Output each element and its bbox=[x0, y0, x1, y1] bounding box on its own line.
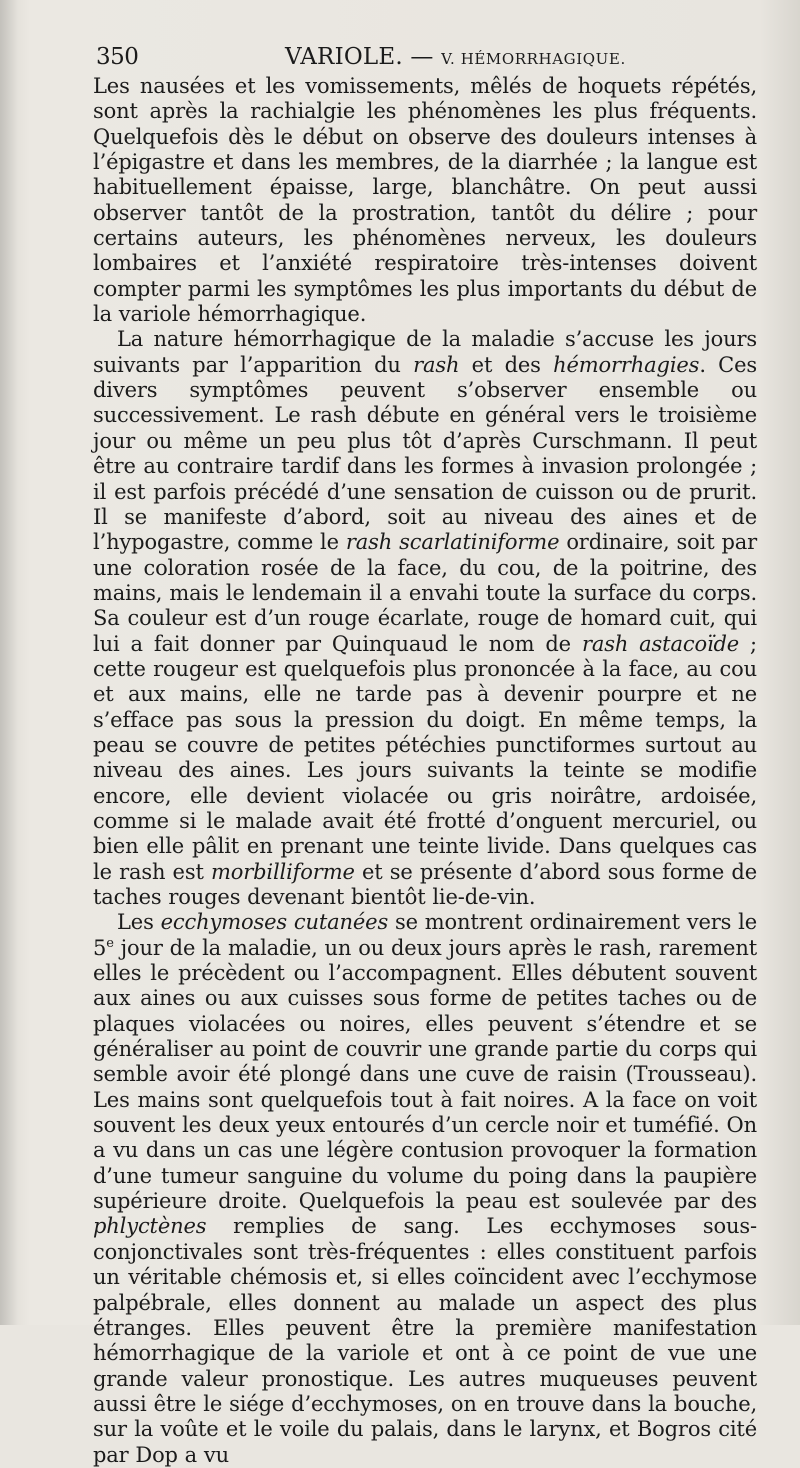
paragraph-2-part-4: ordinaire, soit par une coloration rosée de la face, du cou, de la poitrine, des mains, mais le lendemain il a envahi toute la surface du corps. Sa couleur est d’un rouge écarlate, rouge de homard cuit, qui lui a fait donner par Quinquaud le nom de bbox=[93, 530, 757, 656]
paragraph-2-emphasis-hemorrhagies: hémorrhagies bbox=[553, 352, 700, 377]
running-title-dash: — bbox=[402, 44, 442, 70]
paragraph-2-part-6: et se présente d’abord sous forme de taches rouges devenant bientôt lie-de-vin. bbox=[93, 859, 757, 909]
paragraph-3-part-4: remplies de sang. Les ecchymoses sous-conjonctivales sont très-fréquentes : elles constituent parfois un véritable chémosis et, si elles coïncident avec l’ecchymose palpébrale, elles donnent au malade un aspect des plus étranges. Elles peuvent être la première manifestation hémorrhagique de la variole et ont à ce point de vue une grande valeur pronostique. Les autres muqueuses peuvent aussi être le siége d’ecchymoses, on en trouve dans la bouche, sur la voûte et le voile du palais, dans le larynx, et Bogros cité par Dop a vu bbox=[93, 1214, 757, 1467]
paragraph-3-superscript-e: e bbox=[106, 935, 114, 951]
paragraph-2-part-3: . Ces divers symptômes peuvent s’observer ensemble ou successivement. Le rash débute en général vers le troisième jour ou même un peu plus tôt d’après Curschmann. Il peut être au contraire tardif dans les formes à invasion prolongée ; il est parfois précédé d’une sensation de cuisson ou de prurit. Il se manifeste d’abord, soit au niveau des aines et de l’hypogastre, comme le bbox=[93, 352, 757, 555]
paragraph-3-part-1: Les bbox=[117, 910, 161, 935]
paragraph-2-emphasis-rash-astacoide: rash astacoïde bbox=[581, 631, 740, 656]
running-title-section-prefix: V. bbox=[441, 50, 461, 68]
paragraph-2-emphasis-morbilliforme: morbilliforme bbox=[210, 859, 355, 884]
paragraph-1: Les nausées et les vomissements, mêlés de hoquets répétés, sont après la rachialgie les phénomènes les plus fréquents. Quelquefois dès le début on observe des douleurs intenses à l’épigastre et dans les membres, de la diarrhée ; la langue est habituellement épaisse, large, blanchâtre. On peut aussi observer tantôt de la prostration, tantôt du délire ; pour certains auteurs, les phénomènes nerveux, les douleurs lombaires et l’anxiété respiratoire très-intenses doivent compter parmi les symptômes les plus importants du début de la variole hémorrhagique. bbox=[93, 74, 757, 327]
running-header bbox=[92, 40, 752, 74]
paragraph-3 bbox=[93, 910, 757, 1468]
running-title-section: HÉMORRHAGIQUE. bbox=[460, 50, 626, 68]
paragraph-2-part-2: et des bbox=[459, 352, 554, 377]
paragraph-3-emphasis-phlyctenes: phlyctènes bbox=[93, 1214, 207, 1239]
paragraph-2 bbox=[93, 327, 757, 910]
page-body-text bbox=[93, 74, 757, 1468]
paragraph-2-part-1: La nature hémorrhagique de la maladie s’accuse les jours suivants par l’apparition du bbox=[93, 327, 757, 377]
running-title-main: VARIOLE. bbox=[285, 44, 403, 70]
running-title bbox=[285, 40, 626, 76]
paragraph-2-part-5: ; cette rougeur est quelquefois plus prononcée à la face, au cou et aux mains, elle ne tarde pas à devenir pourpre et ne s’efface pas sous la pression du doigt. En même temps, la peau se couvre de petites pétéchies punctiformes surtout au niveau des aines. Les jours suivants la teinte se modifie encore, elle devient violacée ou gris noirâtre, ardoisée, comme si le malade avait été frotté d’onguent mercuriel, ou bien elle pâlit en prenant une teinte livide. Dans quelques cas le rash est bbox=[93, 631, 757, 884]
page-number: 350 bbox=[96, 44, 139, 70]
page-gutter-shadow bbox=[0, 0, 18, 1325]
paragraph-2-emphasis-rash: rash bbox=[413, 352, 460, 377]
paragraph-2-emphasis-rash-scarlatiniforme: rash scarlatiniforme bbox=[345, 530, 560, 555]
paragraph-3-part-3: jour de la maladie, un ou deux jours après le rash, rarement elles le précèdent ou l’accompagnent. Elles débutent souvent aux aines ou aux cuisses sous forme de petites taches ou de plaques violacées ou noires, elles peuvent s’étendre et se généraliser au point de couvrir une grande partie du corps qui semble avoir été plongé dans une cuve de raisin (Trousseau). Les mains sont quelquefois tout à fait noires. A la face on voit souvent les deux yeux entourés d’un cercle noir et tuméfié. On a vu dans un cas une légère contusion provoquer la formation d’une tumeur sanguine du volume du poing dans la paupière supérieure droite. Quelquefois la peau est soulevée par des bbox=[93, 935, 757, 1214]
paragraph-3-emphasis-ecchymoses-cutanees: ecchymoses cutanées bbox=[160, 910, 389, 935]
paragraph-3-part-2: se montrent ordinairement vers le 5 bbox=[93, 910, 758, 960]
